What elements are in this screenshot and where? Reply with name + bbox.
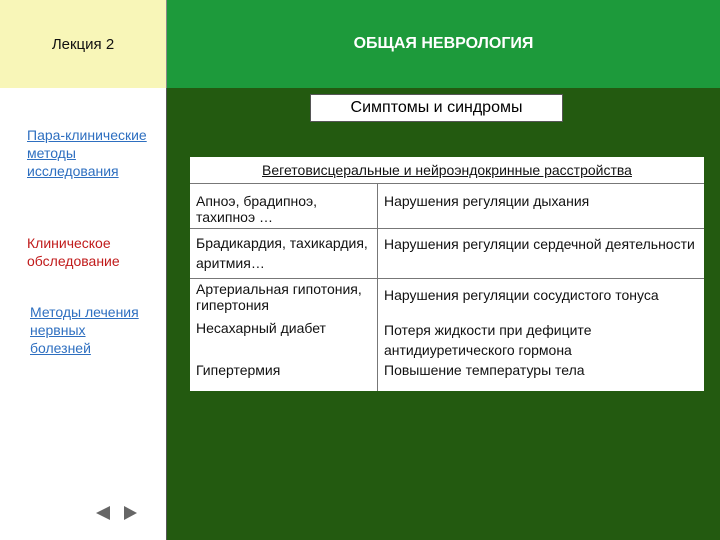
table-title-text: Вегетовисцеральные и нейроэндокринные расстройства [262,162,632,178]
prev-arrow-icon[interactable] [96,506,110,520]
next-arrow-icon[interactable] [124,506,137,520]
symptom-cell: Брадикардия, тахикардия, аритмия… [196,235,368,271]
lecture-label [0,0,167,89]
lecture-label-text: Лекция 2 [51,35,115,53]
page-title-text: ОБЩАЯ НЕВРОЛОГИЯ [353,35,534,52]
symptoms-table [190,157,704,391]
symptom-cell: Артериальная гипотония, гипертония [196,281,362,313]
main-content [167,88,720,540]
section-subtitle [310,94,563,122]
disorder-cell: Нарушения регуляции сердечной деятельности [384,236,695,252]
disorder-cell: Нарушения регуляции сосудистого тонуса [384,287,659,303]
disorder-cell: Повышение температуры тела [384,362,585,378]
page-title [167,0,720,88]
disorder-cell: Потеря жидкости при дефиците антидиуретического гормона [384,322,592,358]
nav-link-treatment[interactable]: Методы лечения нервных болезней [30,304,139,356]
nav-item-clinical[interactable]: Клиническое обследование [27,235,120,269]
disorder-cell: Нарушения регуляции дыхания [384,193,590,209]
slide-nav-arrows [96,506,137,520]
column-divider [377,184,378,391]
table-title [190,157,704,184]
nav-link-paraclinical[interactable]: Пара-клинические методы исследования [27,127,147,179]
symptom-cell: Апноэ, брадипноэ, тахипноэ … [196,193,318,225]
row-divider [190,228,704,229]
row-divider [190,278,704,279]
symptom-cell: Гипертермия [196,362,281,378]
section-subtitle-text: Симптомы и синдромы [350,99,523,116]
symptom-cell: Несахарный диабет [196,320,326,336]
left-nav-panel [0,88,167,540]
